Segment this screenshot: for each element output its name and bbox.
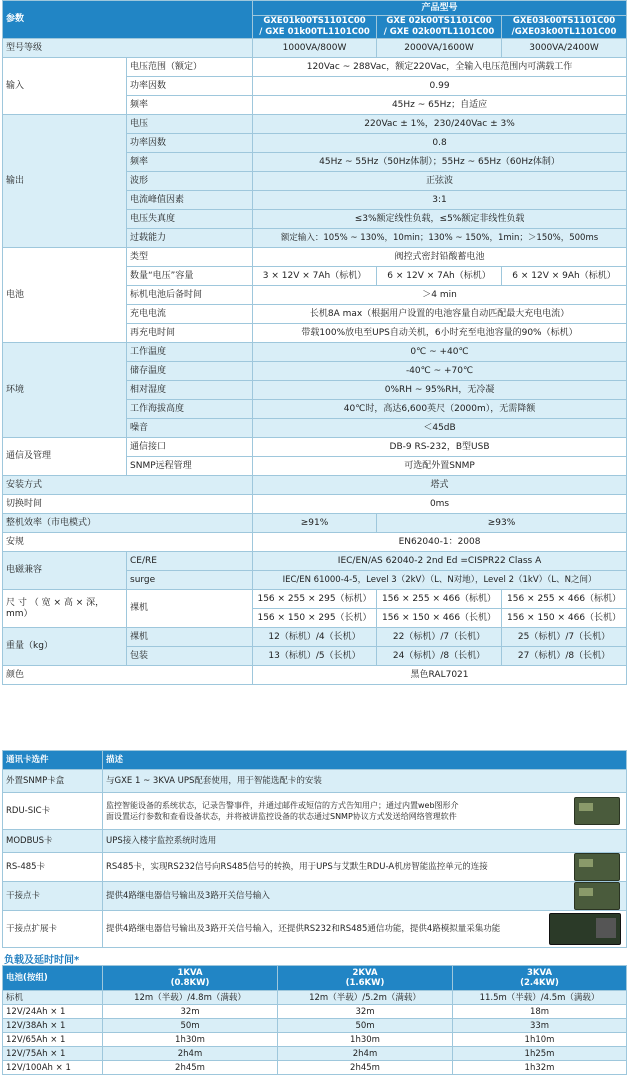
card-desc: 提供4路继电器信号输出及3路开关信号输入，还提供RS232和RS485通信功能，提供4路模拟量采集功能	[106, 923, 501, 934]
row-label: 包装	[127, 647, 253, 666]
row-label: 功率因数	[127, 77, 253, 96]
output-section: 输出	[3, 115, 127, 248]
size-section: 尺 寸 （ 宽 × 高 × 深， mm）	[3, 590, 127, 628]
model-header: 产品型号	[253, 1, 627, 16]
row-value: 0℃ ~ +40℃	[253, 343, 627, 362]
row-value: 40℃时，高达6,600英尺（2000m），无需降额	[253, 400, 627, 419]
row-label: 储存温度	[127, 362, 253, 381]
grade-value: 1000VA/800W	[253, 39, 377, 58]
load-row-label: 12V/100Ah × 1	[3, 1061, 103, 1075]
weight-section: 重量（kg）	[3, 628, 127, 666]
row-label: 通信接口	[127, 438, 253, 457]
row-value: 0.99	[253, 77, 627, 96]
row-value: 可选配外置SNMP	[253, 457, 627, 476]
load-value: 1h30m	[103, 1033, 278, 1047]
row-value: IEC/EN 61000-4-5，Level 3（2kV）（L、N对地），Level 2（1kV）（L、N之间）	[253, 571, 627, 590]
load-value: 18m	[453, 1005, 627, 1019]
card-name: MODBUS卡	[3, 830, 103, 853]
switch-label: 切换时间	[3, 495, 253, 514]
weight-value: 22（标机）/7（长机）	[377, 628, 502, 647]
switch-value: 0ms	[253, 495, 627, 514]
row-label: 工作海拔高度	[127, 400, 253, 419]
param-header: 参数	[3, 1, 253, 39]
size-value: 156 × 150 × 466（长机）	[377, 609, 502, 628]
row-label: 工作温度	[127, 343, 253, 362]
row-label: 电压范围（额定）	[127, 58, 253, 77]
row-value: 带载100%放电至UPS自动关机，6小时充至电池容量的90%（标机）	[253, 324, 627, 343]
card-desc-cell	[103, 882, 627, 911]
dry-contact-card-image	[574, 882, 620, 910]
row-label: 再充电时间	[127, 324, 253, 343]
spec-table	[2, 0, 627, 685]
environment-section: 环境	[3, 343, 127, 438]
row-value: ≤3%额定线性负载，≤5%额定非线性负载	[253, 210, 627, 229]
card-desc: RS485卡，实现RS232信号向RS485信号的转换，用于UPS与艾默生RDU-A机房智能监控单元的连接	[106, 861, 488, 872]
load-row-label: 标机	[3, 991, 103, 1005]
load-value: 1h32m	[453, 1061, 627, 1075]
row-label: 波形	[127, 172, 253, 191]
load-value: 32m	[103, 1005, 278, 1019]
row-label: surge	[127, 571, 253, 590]
row-value: 45Hz ~ 65Hz；自适应	[253, 96, 627, 115]
safety-value: EN62040-1：2008	[253, 533, 627, 552]
safety-label: 安规	[3, 533, 253, 552]
row-value: 正弦波	[253, 172, 627, 191]
load-value: 32m	[278, 1005, 453, 1019]
load-value: 1h30m	[278, 1033, 453, 1047]
battery-section: 电池	[3, 248, 127, 343]
card-name: 干接点卡	[3, 882, 103, 911]
efficiency-value: ≥91%	[253, 514, 377, 533]
row-value: ＞4 min	[253, 286, 627, 305]
load-value: 33m	[453, 1019, 627, 1033]
row-value: 120Vac ~ 288Vac，额定220Vac，全输入电压范围内可满载工作	[253, 58, 627, 77]
load-header-col: 1KVA (0.8KW)	[103, 966, 278, 991]
model-1: GXE01k00TS1101C00 / GXE 01k00TL1101C00	[253, 16, 377, 39]
cards-table	[2, 750, 627, 948]
row-label: 充电电流	[127, 305, 253, 324]
row-label: 类型	[127, 248, 253, 267]
size-value: 156 × 255 × 466（标机）	[377, 590, 502, 609]
row-label: 频率	[127, 96, 253, 115]
card-name: RS-485卡	[3, 853, 103, 882]
row-value: IEC/EN/AS 62040-2 2nd Ed =CISPR22 Class A	[253, 552, 627, 571]
weight-value: 13（标机）/5（长机）	[253, 647, 377, 666]
grade-label: 型号等级	[3, 39, 253, 58]
row-value: 6 × 12V × 9Ah（标机）	[502, 267, 627, 286]
size-sub: 裸机	[127, 590, 253, 628]
load-row-label: 12V/65Ah × 1	[3, 1033, 103, 1047]
load-header-col: 3KVA (2.4KW)	[453, 966, 627, 991]
row-label: 功率因数	[127, 134, 253, 153]
rs485-card-image	[574, 853, 620, 881]
model-3: GXE03k00TS1101C00 /GXE03k00TL1101C00	[502, 16, 627, 39]
cards-header-desc: 描述	[103, 751, 627, 770]
load-row-label: 12V/24Ah × 1	[3, 1005, 103, 1019]
color-label: 颜色	[3, 666, 253, 685]
size-value: 156 × 150 × 295（长机）	[253, 609, 377, 628]
row-value: ＜45dB	[253, 419, 627, 438]
row-value: 阀控式密封铅酸蓄电池	[253, 248, 627, 267]
emc-section: 电磁兼容	[3, 552, 127, 590]
card-desc-cell	[103, 911, 627, 948]
load-row-label: 12V/38Ah × 1	[3, 1019, 103, 1033]
card-desc: 面设置运行参数和查看设备状态，并将被讲监控设备的状态通过SNMP协议方式发送给网络管理软件	[106, 812, 457, 821]
card-name: RDU-SIC卡	[3, 793, 103, 830]
efficiency-value: ≥93%	[377, 514, 627, 533]
load-value: 1h10m	[453, 1033, 627, 1047]
size-value: 156 × 255 × 295（标机）	[253, 590, 377, 609]
rdu-sic-card-image	[574, 797, 620, 825]
load-header-label: 电池(按组)	[3, 966, 103, 991]
row-label: 电压	[127, 115, 253, 134]
row-label: 相对湿度	[127, 381, 253, 400]
card-desc: 与GXE 1 ~ 3KVA UPS配套使用，用于智能选配卡的安装	[103, 770, 627, 793]
grade-value: 2000VA/1600W	[377, 39, 502, 58]
color-value: 黑色RAL7021	[253, 666, 627, 685]
card-desc-cell	[103, 853, 627, 882]
row-label: 电压失真度	[127, 210, 253, 229]
weight-value: 12（标机）/4（长机）	[253, 628, 377, 647]
weight-value: 27（标机）/8（长机）	[502, 647, 627, 666]
load-value: 50m	[103, 1019, 278, 1033]
row-value: 3:1	[253, 191, 627, 210]
row-label: SNMP远程管理	[127, 457, 253, 476]
card-desc: UPS接入楼宇监控系统时选用	[103, 830, 627, 853]
load-title: 负载及延时时间*	[4, 955, 80, 966]
row-value: 0.8	[253, 134, 627, 153]
card-name: 干接点扩展卡	[3, 911, 103, 948]
load-row-label: 12V/75Ah × 1	[3, 1047, 103, 1061]
row-value: -40℃ ~ +70℃	[253, 362, 627, 381]
row-label: 电流峰值因素	[127, 191, 253, 210]
row-label: CE/RE	[127, 552, 253, 571]
model-2: GXE 02k00TS1101C00 / GXE 02k00TL1101C00	[377, 16, 502, 39]
row-label: 噪音	[127, 419, 253, 438]
row-value: 长机8A max（根据用户设置的电池容量自动匹配最大充电电流）	[253, 305, 627, 324]
row-value: 额定输入：105% ~ 130%，10min；130% ~ 150%，1min；＞150%，500ms	[253, 229, 627, 248]
row-value: 45Hz ~ 55Hz（50Hz体制）；55Hz ~ 65Hz（60Hz体制）	[253, 153, 627, 172]
load-value: 11.5m（半载）/4.5m（满载）	[453, 991, 627, 1005]
install-value: 塔式	[253, 476, 627, 495]
row-label: 数量“电压”容量	[127, 267, 253, 286]
install-label: 安装方式	[3, 476, 253, 495]
load-value: 2h4m	[278, 1047, 453, 1061]
card-desc: 提供4路继电器信号输出及3路开关信号输入	[106, 890, 270, 901]
row-label: 裸机	[127, 628, 253, 647]
input-section: 输入	[3, 58, 127, 115]
load-value: 12m（半载）/5.2m（满载）	[278, 991, 453, 1005]
size-value: 156 × 150 × 466（长机）	[502, 609, 627, 628]
load-value: 50m	[278, 1019, 453, 1033]
load-value: 2h4m	[103, 1047, 278, 1061]
row-label: 过载能力	[127, 229, 253, 248]
dry-contact-expansion-card-image	[549, 913, 621, 945]
load-table	[2, 965, 627, 1075]
cards-header-name: 通讯卡选件	[3, 751, 103, 770]
size-value: 156 × 255 × 466（标机）	[502, 590, 627, 609]
weight-value: 25（标机）/7（长机）	[502, 628, 627, 647]
row-value: 0%RH ~ 95%RH，无冷凝	[253, 381, 627, 400]
row-value: 3 × 12V × 7Ah（标机）	[253, 267, 377, 286]
row-label: 标机电池后备时间	[127, 286, 253, 305]
row-value: 220Vac ± 1%，230/240Vac ± 3%	[253, 115, 627, 134]
card-desc: 监控智能设备的系统状态，记录告警事件，并通过邮件或短信的方式告知用户；通过内置web图形介	[106, 801, 459, 810]
row-value: DB-9 RS-232，B型USB	[253, 438, 627, 457]
load-value: 2h45m	[278, 1061, 453, 1075]
efficiency-label: 整机效率（市电模式）	[3, 514, 253, 533]
load-value: 2h45m	[103, 1061, 278, 1075]
card-desc-cell	[103, 793, 627, 830]
load-value: 1h25m	[453, 1047, 627, 1061]
row-value: 6 × 12V × 7Ah（标机）	[377, 267, 502, 286]
comm-section: 通信及管理	[3, 438, 127, 476]
grade-value: 3000VA/2400W	[502, 39, 627, 58]
load-header-col: 2KVA (1.6KW)	[278, 966, 453, 991]
load-value: 12m（半载）/4.8m（满载）	[103, 991, 278, 1005]
weight-value: 24（标机）/8（长机）	[377, 647, 502, 666]
row-label: 频率	[127, 153, 253, 172]
card-name: 外置SNMP卡盒	[3, 770, 103, 793]
